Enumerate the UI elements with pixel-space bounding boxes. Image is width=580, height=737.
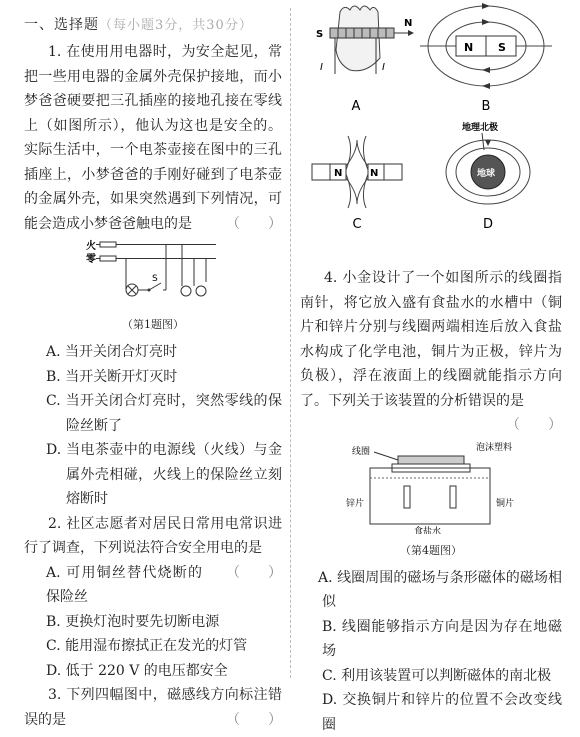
q1-option-c[interactable]: C. 当开关闭合灯亮时，突然零线的保险丝断了 (46, 393, 282, 434)
water-tank (370, 468, 490, 524)
right-column (300, 0, 562, 737)
q4-option-b[interactable]: B. 线圈能够指示方向是因为存在地磁场 (322, 618, 562, 659)
column-divider (290, 8, 291, 678)
figure-d-label: D (482, 217, 494, 232)
q4-stem-text: 4. 小金设计了一个如图所示的线圈指南针，将它放入盛有食盐水的水槽中（铜片和锌片分别与线圈两端相连后放入食盐水构成了化学电池，铜片为正极，锌片为负极），浮在液面上的线圈就能指示方向了。下列关于该装置的分析错误的是 (300, 270, 562, 409)
q4-stem (300, 266, 562, 433)
label-a-i2: I (382, 62, 385, 73)
label-a-s: S (316, 29, 324, 40)
section-title: 一、选择题 (24, 17, 99, 33)
q1-option-a[interactable]: A. 当开关闭合灯亮时 (46, 344, 178, 360)
zinc-plate (404, 486, 410, 508)
q4-coil-compass-diagram (300, 438, 562, 534)
q2-answer-blank: （ ） (226, 564, 282, 581)
q3-answer-blank: （ ） (226, 711, 282, 728)
q1-stem-text: 1. 在使用用电器时，为安全起见，常把一些用电器的金属外壳保护接地，而小梦爸爸硬要把三孔插座的接地孔接在零线上（如图所示），他认为这也是安全的。实际生活中，一个电茶壶接在图中的三孔插座上，小梦爸爸的手刚好碰到了电茶壶的金属外壳，如果突然遇到下列情况，可能会造成小梦爸爸触电的是 (24, 44, 282, 232)
label-neutral: 零 (86, 254, 96, 265)
figure-c-label: C (352, 217, 362, 232)
q1-stem (24, 40, 282, 236)
figure-b-bar-magnet (420, 3, 552, 89)
label-earth: 地球 (477, 169, 496, 179)
fuse-neutral (100, 256, 116, 261)
fuse-live (100, 242, 116, 247)
label-geo-north: 地理北极 (462, 123, 499, 133)
figure-d-earth (446, 121, 530, 204)
q1-circuit-diagram (24, 236, 282, 308)
left-column (24, 0, 282, 732)
q2-option-d[interactable]: D. 低于 220 V 的电压都安全 (46, 662, 228, 679)
q4-option-d[interactable]: D. 交换铜片和锌片的位置不会改变线圈 (322, 692, 562, 733)
label-zinc: 锌片 (346, 498, 365, 509)
q2-option-c[interactable]: C. 能用湿布擦拭正在发光的灯管 (46, 638, 248, 654)
section-note: （每小题3分，共30分） (99, 18, 253, 33)
label-foam: 泡沫塑料 (476, 442, 513, 453)
q2-stem (24, 512, 282, 581)
q3-magnet-figures (300, 0, 562, 250)
q2-option-a[interactable]: A. 可用铜丝替代烧断的保险丝 (46, 564, 202, 605)
label-c-n1: N (334, 168, 343, 179)
q4-option-a[interactable]: A. 线圈周围的磁场与条形磁体的磁场相似 (318, 569, 562, 610)
section-header (24, 14, 282, 34)
q4-answer-blank: （ ） (506, 417, 562, 433)
label-b-n: N (464, 41, 474, 54)
label-a-i1: I (320, 62, 323, 73)
copper-plate (450, 486, 456, 508)
figure-b-label: B (481, 99, 491, 114)
q1-option-d[interactable]: D. 当电茶壶中的电源线（火线）与金属外壳相碰，火线上的保险丝立刻熔断时 (46, 442, 282, 507)
label-c-n2: N (370, 168, 379, 179)
figure-c-two-magnets (312, 136, 402, 208)
q1-option-b[interactable]: B. 当开关断开灯灭时 (46, 368, 178, 385)
label-b-s: S (498, 41, 506, 54)
q3-stem (24, 683, 282, 732)
label-live: 火 (86, 241, 96, 252)
q1-caption: （第1题图） (122, 318, 184, 331)
q2-option-b[interactable]: B. 更换灯泡时要先切断电源 (46, 613, 220, 630)
socket-2hole (181, 286, 191, 296)
figure-a-solenoid (316, 6, 414, 74)
label-copper: 铜片 (496, 498, 515, 509)
q4-option-c[interactable]: C. 利用该装置可以判断磁体的南北极 (322, 667, 552, 684)
q1-answer-blank: （ ） (226, 215, 282, 232)
q3-stem-text: 3. 下列四幅图中，磁感线方向标注错误的是 (24, 687, 282, 728)
figure-a-label: A (351, 99, 361, 114)
label-a-n: N (404, 18, 413, 29)
socket-3hole (196, 286, 206, 296)
switch-s (149, 283, 161, 290)
label-switch: S (152, 274, 158, 284)
label-coil: 线圈 (352, 446, 371, 457)
label-salt-water: 食盐水 (414, 526, 442, 534)
q2-stem-text: 2. 社区志愿者对居民日常用电常识进行了调查，下列说法符合安全用电的是 (24, 515, 282, 556)
q4-caption: （第4题图） (400, 543, 462, 557)
